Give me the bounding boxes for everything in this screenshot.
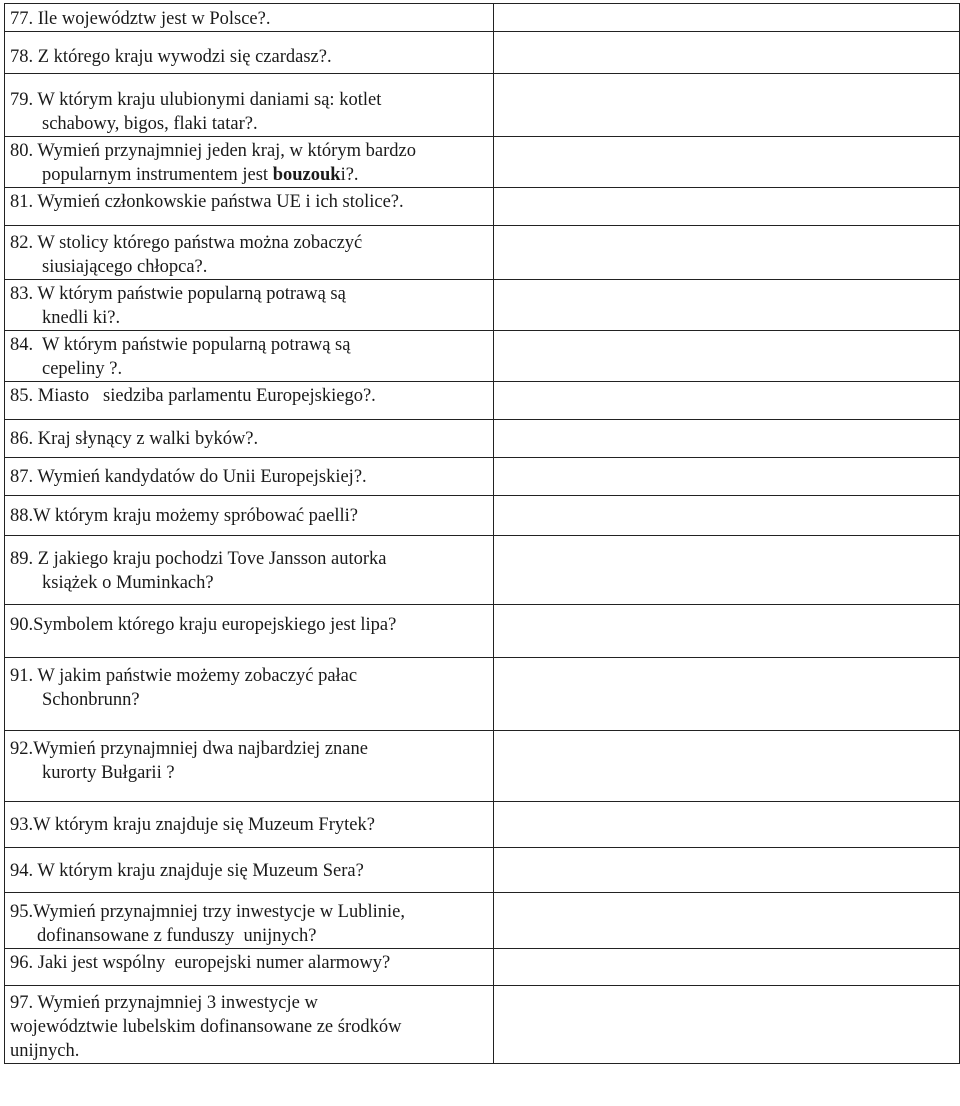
- question-text: 80. Wymień przynajmniej jeden kraj, w którym bardzo: [10, 141, 416, 161]
- question-text-cont: cepeliny ?.: [42, 359, 123, 379]
- question-text: 93.W którym kraju znajduje się Muzeum Frytek?: [10, 815, 375, 835]
- question-text: 95.Wymień przynajmniej trzy inwestycje w Lublinie,: [10, 902, 405, 922]
- question-cell: [5, 893, 494, 949]
- question-cell: [5, 188, 494, 226]
- question-text-bold: bouzouk: [272, 165, 341, 185]
- question-cell: [5, 496, 494, 536]
- question-cell: [5, 137, 494, 188]
- question-text-cont: województwie lubelskim dofinansowane ze środków: [10, 1017, 402, 1037]
- question-row: [5, 4, 960, 32]
- question-row: [5, 74, 960, 137]
- question-cell: [5, 420, 494, 458]
- question-text: 81. Wymień członkowskie państwa UE i ich stolice?.: [10, 192, 404, 212]
- question-text-cont: kurorty Bułgarii ?: [42, 763, 175, 783]
- answer-cell[interactable]: [494, 226, 960, 280]
- answer-cell[interactable]: [494, 893, 960, 949]
- question-cell: [5, 32, 494, 74]
- question-row: [5, 496, 960, 536]
- answer-cell[interactable]: [494, 382, 960, 420]
- question-text-cont: dofinansowane z funduszy unijnych?: [37, 926, 317, 946]
- question-cell: [5, 280, 494, 331]
- question-text: 79. W którym kraju ulubionymi daniami są: kotlet: [10, 90, 382, 110]
- question-text-cont: książek o Muminkach?: [42, 573, 214, 593]
- answer-cell[interactable]: [494, 74, 960, 137]
- question-text-part: popularnym instrumentem jest: [42, 165, 273, 185]
- answer-cell[interactable]: [494, 605, 960, 658]
- question-row: [5, 188, 960, 226]
- question-text: 91. W jakim państwie możemy zobaczyć pałac: [10, 666, 358, 686]
- answer-cell[interactable]: [494, 986, 960, 1064]
- question-text: 83. W którym państwie popularną potrawą są: [10, 284, 346, 304]
- question-text: 89. Z jakiego kraju pochodzi Tove Jansson autorka: [10, 549, 387, 569]
- question-text-cont: unijnych.: [10, 1041, 80, 1061]
- question-row: [5, 382, 960, 420]
- question-row: [5, 420, 960, 458]
- question-text: 90.Symbolem którego kraju europejskiego jest lipa?: [10, 615, 397, 635]
- question-row: [5, 280, 960, 331]
- answer-cell[interactable]: [494, 731, 960, 802]
- question-text-cont: schabowy, bigos, flaki tatar?.: [42, 114, 258, 134]
- answer-cell[interactable]: [494, 420, 960, 458]
- question-cell: [5, 536, 494, 605]
- answer-cell[interactable]: [494, 4, 960, 32]
- answer-cell[interactable]: [494, 536, 960, 605]
- question-row: [5, 848, 960, 893]
- question-cell: [5, 4, 494, 32]
- answer-cell[interactable]: [494, 496, 960, 536]
- question-cell: [5, 605, 494, 658]
- question-text-cont: [5, 163, 493, 187]
- question-cell: [5, 986, 494, 1064]
- question-cell: [5, 458, 494, 496]
- question-text-cont: siusiającego chłopca?.: [42, 257, 208, 277]
- question-text: 92.Wymień przynajmniej dwa najbardziej znane: [10, 739, 368, 759]
- question-text-cont: Schonbrunn?: [42, 690, 140, 710]
- question-cell: [5, 331, 494, 382]
- answer-cell[interactable]: [494, 949, 960, 986]
- question-cell: [5, 74, 494, 137]
- question-text: 86. Kraj słynący z walki byków?.: [10, 429, 259, 449]
- answer-cell[interactable]: [494, 658, 960, 731]
- question-cell: [5, 731, 494, 802]
- answer-cell[interactable]: [494, 458, 960, 496]
- question-row: [5, 949, 960, 986]
- question-text: 78. Z którego kraju wywodzi się czardasz?.: [10, 47, 332, 67]
- question-cell: [5, 226, 494, 280]
- answer-cell[interactable]: [494, 188, 960, 226]
- question-cell: [5, 802, 494, 848]
- question-row: [5, 32, 960, 74]
- question-text-tail: i?.: [340, 165, 359, 185]
- question-text: 88.W którym kraju możemy spróbować paelli?: [10, 506, 358, 526]
- question-text: 96. Jaki jest wspólny europejski numer alarmowy?: [10, 953, 391, 973]
- answer-cell[interactable]: [494, 137, 960, 188]
- question-cell: [5, 658, 494, 731]
- question-text: 97. Wymień przynajmniej 3 inwestycje w: [10, 993, 318, 1013]
- answer-cell[interactable]: [494, 802, 960, 848]
- answer-cell[interactable]: [494, 848, 960, 893]
- question-cell: [5, 949, 494, 986]
- question-text: 84. W którym państwie popularną potrawą są: [10, 335, 351, 355]
- question-text: 87. Wymień kandydatów do Unii Europejskiej?.: [10, 467, 367, 487]
- question-row: [5, 331, 960, 382]
- question-text: 82. W stolicy którego państwa można zobaczyć: [10, 233, 363, 253]
- question-row: [5, 986, 960, 1064]
- question-row: [5, 458, 960, 496]
- answer-cell[interactable]: [494, 280, 960, 331]
- question-text-cont: knedli ki?.: [42, 308, 121, 328]
- question-cell: [5, 848, 494, 893]
- question-text: 85. Miasto siedziba parlamentu Europejskiego?.: [10, 386, 376, 406]
- question-row: [5, 137, 960, 188]
- question-row: [5, 802, 960, 848]
- question-row: [5, 536, 960, 605]
- question-cell: [5, 382, 494, 420]
- question-row: [5, 658, 960, 731]
- question-text: 94. W którym kraju znajduje się Muzeum Sera?: [10, 861, 364, 881]
- question-row: [5, 893, 960, 949]
- answer-cell[interactable]: [494, 32, 960, 74]
- question-row: [5, 226, 960, 280]
- quiz-table: [4, 3, 960, 1064]
- question-text: 77. Ile województw jest w Polsce?.: [10, 9, 271, 29]
- question-row: [5, 731, 960, 802]
- question-row: [5, 605, 960, 658]
- answer-cell[interactable]: [494, 331, 960, 382]
